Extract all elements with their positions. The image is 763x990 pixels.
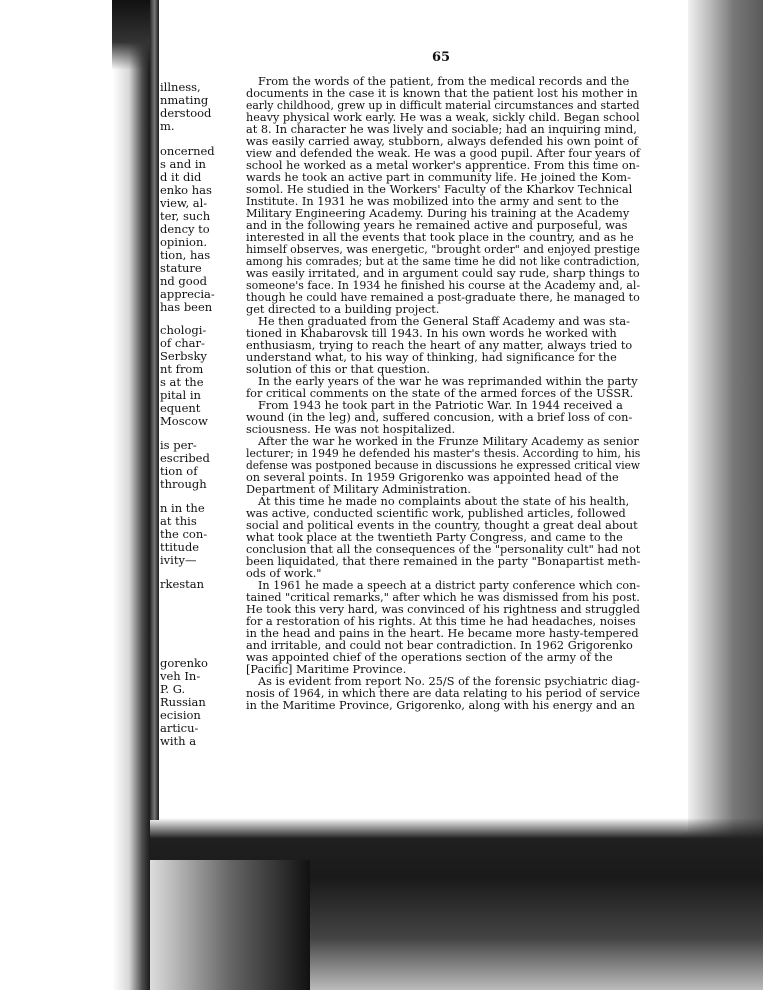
- facing-page-fragment: s at the: [160, 375, 204, 389]
- text-line: was easily carried away, stubborn, always defended his own point of: [246, 135, 639, 148]
- facing-page-fragment: veh In-: [160, 669, 201, 683]
- text-line: heavy physical work early. He was a weak, sickly child. Began school: [246, 111, 640, 124]
- text-line: somol. He studied in the Workers' Faculty of the Kharkov Technical: [246, 183, 633, 196]
- text-line: ods of work.": [246, 567, 322, 580]
- text-line: sciousness. He was not hospitalized.: [246, 423, 456, 436]
- facing-page-fragment: m.: [160, 119, 175, 133]
- text-line: early childhood, grew up in difficult material circumstances and started: [246, 99, 640, 112]
- text-line: defense was postponed because in discussions he expressed critical view: [246, 459, 640, 472]
- facing-page-fragment: ter, such: [160, 209, 211, 223]
- text-line: on several points. In 1959 Grigorenko was appointed head of the: [246, 471, 619, 484]
- text-line: In 1961 he made a speech at a district party conference which con-: [258, 579, 641, 592]
- facing-page-fragment: dency to: [160, 222, 210, 236]
- facing-page-fragment: pital in: [160, 388, 201, 402]
- text-line: was active, conducted scientific work, published articles, followed: [246, 507, 626, 520]
- facing-page-fragment: articu-: [160, 721, 199, 735]
- facing-page-fragment: has been: [160, 300, 213, 314]
- scan-shadow-bottom-left: [150, 860, 310, 990]
- text-line: school he worked as a metal worker's apprentice. From this time on-: [246, 159, 640, 172]
- facing-page-fragment: Russian: [160, 695, 206, 709]
- text-line: himself observes, was energetic, "brought order" and enjoyed prestige: [246, 243, 640, 256]
- facing-page-fragment: at this: [160, 514, 197, 528]
- text-line: view and defended the weak. He was a good pupil. After four years of: [246, 147, 641, 160]
- text-line: was easily irritated, and in argument could say rude, sharp things to: [246, 267, 640, 280]
- facing-page-fragment: n in the: [160, 501, 205, 515]
- facing-page-fragment: nd good: [160, 274, 207, 288]
- text-line: in the head and pains in the heart. He became more hasty-tempered: [246, 627, 639, 640]
- text-line: interested in all the events that took place in the country, and as he: [246, 231, 634, 244]
- facing-page-fragment: view, al-: [160, 196, 208, 210]
- text-line: what took place at the twentieth Party Congress, and came to the: [246, 531, 623, 544]
- text-line: In the early years of the war he was reprimanded within the party: [258, 375, 638, 388]
- facing-page-fragment: tion, has: [160, 248, 211, 262]
- facing-page-fragment: ttitude: [160, 540, 200, 554]
- text-line: Department of Military Administration.: [246, 483, 471, 496]
- text-line: solution of this or that question.: [246, 363, 430, 376]
- text-line: though he could have remained a post-graduate there, he managed to: [246, 291, 640, 304]
- page-number: 65: [431, 50, 451, 65]
- facing-page-fragments: [160, 82, 218, 762]
- text-line: wound (in the leg) and, suffered concusion, with a brief loss of con-: [246, 411, 633, 424]
- facing-page-fragment: nt from: [160, 362, 204, 376]
- facing-page-fragment: with a: [160, 734, 197, 748]
- text-line: tained "critical remarks," after which he was dismissed from his post.: [246, 591, 640, 604]
- text-line: for a restoration of his rights. At this time he had headaches, noises: [246, 615, 636, 628]
- facing-page-fragment: ecision: [160, 708, 201, 722]
- text-line: at 8. In character he was lively and sociable; had an inquiring mind,: [246, 123, 637, 136]
- text-line: get directed to a building project.: [246, 303, 440, 316]
- facing-page-fragment: through: [160, 477, 207, 491]
- text-line: understand what, to his way of thinking, had significance for the: [246, 351, 617, 364]
- facing-page-fragment: the con-: [160, 527, 208, 541]
- facing-page-fragment: chologi-: [160, 323, 207, 337]
- facing-page-fragment: ivity—: [160, 553, 197, 567]
- text-line: From 1943 he took part in the Patriotic War. In 1944 received a: [258, 399, 623, 412]
- text-line: [Pacific] Maritime Province.: [246, 663, 407, 676]
- text-line: wards he took an active part in community life. He joined the Kom-: [246, 171, 631, 184]
- facing-page-fragment: derstood: [160, 106, 212, 120]
- text-line: He then graduated from the General Staff Academy and was sta-: [258, 315, 630, 328]
- facing-page-fragment: tion of: [160, 464, 198, 478]
- text-line: At this time he made no complaints about the state of his health,: [258, 495, 630, 508]
- text-line: someone's face. In 1934 he finished his course at the Academy and, al-: [246, 279, 641, 292]
- facing-page-fragment: d it did: [160, 170, 202, 184]
- text-line: been liquidated, that there remained in the party "Bonapartist meth-: [246, 555, 641, 568]
- text-line: for critical comments on the state of the armed forces of the USSR.: [246, 387, 634, 400]
- text-line: From the words of the patient, from the medical records and the: [258, 75, 630, 88]
- scan-shadow-left-top: [112, 0, 152, 70]
- facing-page-fragment: stature: [160, 261, 202, 275]
- text-line: enthusiasm, trying to reach the heart of any matter, always tried to: [246, 339, 633, 352]
- text-line: lecturer; in 1949 he defended his master's thesis. According to him, his: [246, 447, 641, 460]
- facing-page-fragment: enko has: [160, 183, 212, 197]
- facing-page-fragment: s and in: [160, 157, 206, 171]
- facing-page-fragment: Moscow: [160, 414, 208, 428]
- text-line: among his comrades; but at the same time he did not like contradiction,: [246, 255, 640, 268]
- facing-page-fragment: opinion.: [160, 235, 208, 249]
- text-line: in the Maritime Province, Grigorenko, along with his energy and an: [246, 699, 635, 712]
- text-line: As is evident from report No. 25/S of the forensic psychiatric diag-: [258, 675, 640, 688]
- text-line: Institute. In 1931 he was mobilized into the army and sent to the: [246, 195, 619, 208]
- facing-page-fragment: nmating: [160, 93, 209, 107]
- facing-page-fragment: Serbsky: [160, 349, 207, 363]
- text-line: was appointed chief of the operations section of the army of the: [246, 651, 613, 664]
- book-spine: [150, 0, 159, 820]
- text-line: conclusion that all the consequences of the "personality cult" had not: [246, 543, 641, 556]
- facing-page-fragment: P. G.: [160, 682, 186, 696]
- text-line: Military Engineering Academy. During his training at the Academy: [246, 207, 630, 220]
- text-line: social and political events in the country, thought a great deal about: [246, 519, 638, 532]
- scan-shadow-left: [0, 0, 150, 990]
- facing-page-fragment: oncerned: [160, 144, 215, 158]
- text-line: and irritable, and could not bear contradiction. In 1962 Grigorenko: [246, 639, 633, 652]
- facing-page-fragment: apprecia-: [160, 287, 215, 301]
- text-line: tioned in Khabarovsk till 1943. In his own words he worked with: [246, 327, 617, 340]
- text-line: documents in the case it is known that the patient lost his mother in: [246, 87, 638, 100]
- facing-page-fragment: equent: [160, 401, 201, 415]
- text-line: After the war he worked in the Frunze Military Academy as senior: [258, 435, 639, 448]
- facing-page-fragment: is per-: [160, 438, 197, 452]
- text-line: and in the following years he remained active and purposeful, was: [246, 219, 628, 232]
- text-line: nosis of 1964, in which there are data relating to his period of service: [246, 687, 640, 700]
- facing-page-fragment: illness,: [160, 82, 201, 94]
- facing-page-fragment: rkestan: [160, 577, 205, 591]
- facing-page-fragment: gorenko: [160, 656, 208, 670]
- facing-page-fragment: escribed: [160, 451, 210, 465]
- facing-page-fragment: of char-: [160, 336, 205, 350]
- text-line: He took this very hard, was convinced of his rightness and struggled: [246, 603, 641, 616]
